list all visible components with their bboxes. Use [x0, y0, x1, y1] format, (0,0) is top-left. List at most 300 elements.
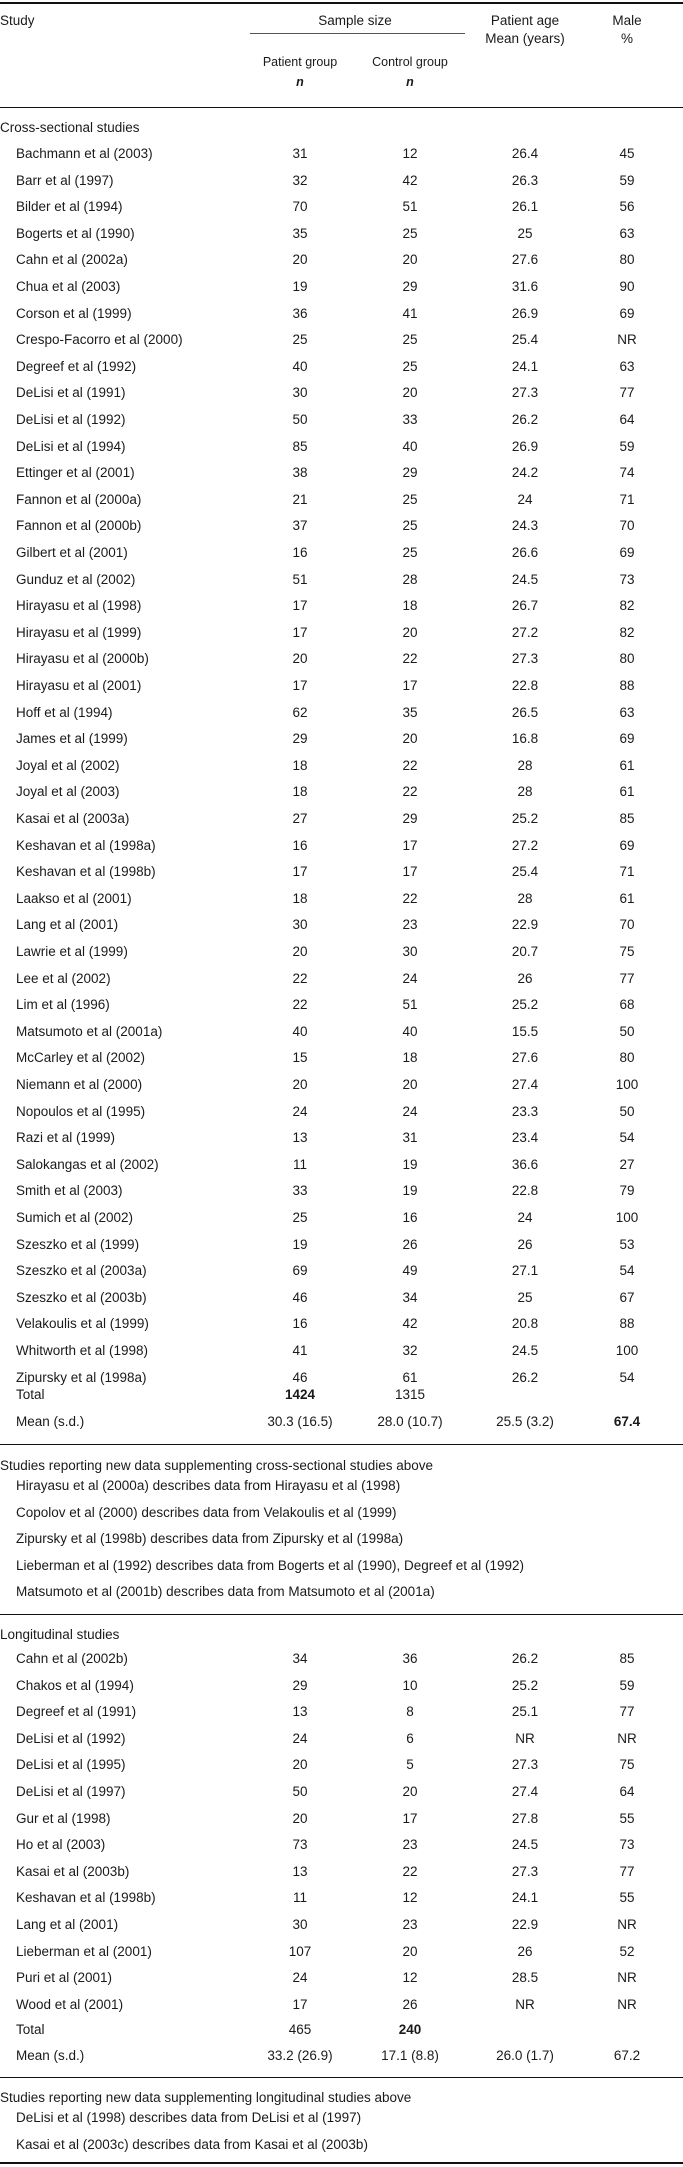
study-name: Joyal et al (2002): [16, 757, 120, 773]
patient-n: 31: [292, 146, 308, 161]
control-n: 25: [402, 491, 418, 507]
mean-age: 26.2: [511, 1369, 539, 1385]
control-n: 17: [402, 1810, 418, 1826]
control-n: 19: [402, 1183, 418, 1199]
control-n: 17: [402, 678, 418, 693]
control-n: 23: [402, 1917, 418, 1932]
study-name: Keshavan et al (1998b): [16, 864, 156, 880]
control-n: 51: [402, 199, 418, 215]
mean-age: 24.2: [511, 465, 539, 481]
patient-n: 20: [292, 651, 308, 667]
table-row: [0, 567, 683, 594]
patient-n: 34: [292, 1651, 308, 1666]
control-n: 20: [402, 1943, 418, 1959]
total-label: Total: [16, 1387, 45, 1402]
patient-n: 25: [292, 1210, 308, 1225]
male-percent: 88: [619, 678, 635, 693]
male-percent: 77: [619, 385, 635, 401]
male-percent: 100: [615, 1343, 639, 1358]
lg-mean-patient: 33.2 (26.9): [267, 2048, 333, 2063]
mean-label: Mean (s.d.): [16, 1414, 85, 1429]
male-percent: 69: [619, 545, 635, 560]
male-percent: 61: [619, 890, 635, 906]
control-n: 20: [402, 624, 418, 640]
study-name: Keshavan et al (1998b): [16, 1890, 156, 1906]
control-n: 18: [402, 598, 418, 614]
mean-age: 25.5 (3.2): [496, 1414, 554, 1429]
patient-n: 13: [292, 1130, 308, 1146]
mean-age: 20.8: [511, 1316, 539, 1332]
patient-n: 29: [292, 1677, 308, 1693]
table-row: [0, 1045, 683, 1072]
control-n: 22: [402, 784, 418, 800]
study-name: Crespo-Facorro et al (2000): [16, 332, 183, 348]
mean-age: 27.4: [511, 1784, 539, 1799]
male-percent: 75: [619, 1757, 635, 1773]
study-name: Wood et al (2001): [16, 1996, 124, 2012]
study-name: Barr et al (1997): [16, 172, 114, 188]
male-percent: 64: [619, 1784, 635, 1799]
control-n: 24: [402, 1103, 418, 1119]
table-row: [0, 513, 683, 540]
mean-age: 24.5: [511, 1343, 539, 1358]
male-percent: 27: [619, 1156, 635, 1172]
header-male: [582, 12, 672, 48]
study-name: Velakoulis et al (1999): [16, 1316, 149, 1332]
header-rule: [0, 107, 683, 108]
patient-n: 18: [292, 890, 308, 906]
mean-age: 27.2: [511, 624, 539, 640]
mean-age: 26: [517, 1943, 533, 1959]
lg-mean-label: Mean (s.d.): [16, 2048, 85, 2063]
header-study: Study: [0, 13, 35, 28]
longitudinal-end-rule: [0, 2077, 683, 2078]
male-percent: 71: [619, 864, 635, 880]
study-name: Chua et al (2003): [16, 279, 121, 294]
mean-age: 25.2: [511, 1677, 539, 1693]
male-percent: 77: [619, 1704, 635, 1720]
control-n: 20: [402, 1077, 418, 1092]
male-percent: 70: [619, 518, 635, 534]
male-percent: 82: [619, 624, 635, 640]
male-percent: 53: [619, 1236, 635, 1252]
study-name: DeLisi et al (1994): [16, 438, 126, 454]
male-percent: 54: [619, 1263, 635, 1279]
control-group-label: Control group: [372, 55, 448, 69]
control-n: 22: [402, 651, 418, 667]
study-name: Hirayasu et al (2001): [16, 678, 142, 693]
table-row: [0, 1285, 683, 1312]
male-percent: 54: [619, 1369, 635, 1385]
patient-n: 40: [292, 358, 308, 374]
study-name: Gur et al (1998): [16, 1810, 111, 1826]
male-percent: 54: [619, 1130, 635, 1146]
table-row: [0, 1311, 683, 1338]
control-n: 18: [402, 1050, 418, 1066]
study-name: Lang et al (2001): [16, 1917, 119, 1932]
mean-age: 27.6: [511, 1050, 539, 1066]
study-name: Kasai et al (2003a): [16, 811, 130, 826]
male-percent: 100: [615, 1077, 639, 1092]
table-row: [0, 1939, 683, 1966]
table-row: [0, 1965, 683, 1992]
table-row: [0, 221, 683, 248]
patient-n: 41: [292, 1343, 308, 1358]
mean-age: 25.4: [511, 332, 539, 348]
mean-age: 22.9: [511, 917, 539, 933]
study-name: Degreef et al (1992): [16, 358, 137, 374]
study-name: DeLisi et al (1992): [16, 1730, 126, 1746]
mean-age: 26: [517, 970, 533, 986]
table-row: [0, 1152, 683, 1179]
table-row: [0, 673, 683, 700]
study-name: Szeszko et al (2003b): [16, 1289, 147, 1305]
mean-age: 27.6: [511, 252, 539, 268]
mean-age: 27.4: [511, 1077, 539, 1092]
male-percent: 75: [619, 944, 635, 959]
mean-age: 20.7: [511, 944, 539, 959]
study-name: Sumich et al (2002): [16, 1210, 134, 1225]
patient-n: 24: [292, 1970, 308, 1986]
lg-total-control: 240: [398, 2022, 422, 2037]
mean-age: 25: [517, 1289, 533, 1305]
control-n: 25: [402, 518, 418, 534]
table-row: [0, 1779, 683, 1806]
patient-n: 32: [292, 172, 308, 188]
table-row: [0, 593, 683, 620]
male-percent: 85: [619, 811, 635, 826]
patient-n: 20: [292, 1757, 308, 1773]
mean-age: 26.4: [511, 146, 539, 161]
control-n: 5: [406, 1757, 414, 1773]
table-row: [0, 168, 683, 195]
control-n: 34: [402, 1289, 418, 1305]
mean-age: 25: [517, 225, 533, 241]
table-row: [0, 540, 683, 567]
study-name: Puri et al (2001): [16, 1970, 113, 1986]
study-name: McCarley et al (2002): [16, 1050, 146, 1066]
control-n: 33: [402, 412, 418, 427]
male-percent: 90: [619, 279, 635, 294]
mean-age: NR: [515, 1996, 535, 2012]
patient-n: 50: [292, 412, 308, 427]
sample-size-rule: [250, 33, 465, 34]
supplement-note: Copolov et al (2000) describes data from Velakoulis et al (1999): [16, 1504, 397, 1520]
mean-age: 24.1: [511, 358, 539, 374]
mean-age: 26.3: [511, 172, 539, 188]
table-row: [0, 1019, 683, 1046]
study-name: DeLisi et al (1995): [16, 1757, 126, 1773]
male-percent: 55: [619, 1890, 635, 1906]
bottom-rule: [0, 2162, 683, 2164]
control-n: 49: [402, 1263, 418, 1279]
patient-n: 18: [292, 757, 308, 773]
study-name: Ho et al (2003): [16, 1837, 106, 1853]
patient-n: 16: [292, 545, 308, 560]
study-name: DeLisi et al (1997): [16, 1784, 126, 1799]
patient-n: 69: [292, 1263, 308, 1279]
study-name: Lang et al (2001): [16, 917, 119, 933]
patient-n: 19: [292, 1236, 308, 1252]
patient-n: 29: [292, 731, 308, 747]
control-n: 17: [402, 864, 418, 880]
mean-age: 26.6: [511, 545, 539, 560]
patient-n: 17: [292, 1996, 308, 2012]
table-row: [0, 1806, 683, 1833]
male-percent: 61: [619, 757, 635, 773]
control-n: 42: [402, 1316, 418, 1332]
mean-age: 24: [517, 491, 533, 507]
patient-n: 33: [292, 1183, 308, 1199]
male-percent: 59: [619, 172, 635, 188]
mean-age: 26.2: [511, 412, 539, 427]
mean-age: 24.5: [511, 1837, 539, 1853]
table-row: [0, 886, 683, 913]
table-row: [0, 247, 683, 274]
male-percent: 69: [619, 837, 635, 853]
study-name: Degreef et al (1991): [16, 1704, 137, 1720]
male-percent: 80: [619, 252, 635, 268]
patient-n: 30: [292, 1917, 308, 1932]
mean-age: 16.8: [511, 731, 539, 747]
cross-sectional-mean-row: [0, 1409, 683, 1436]
mean-age: 24.3: [511, 518, 539, 534]
table-row: [0, 354, 683, 381]
study-name: Fannon et al (2000b): [16, 518, 142, 534]
male-percent: NR: [617, 1917, 637, 1932]
table-row: [0, 1673, 683, 1700]
section-title-cross-sectional: Cross-sectional studies: [0, 120, 140, 135]
mean-age: 27.1: [511, 1263, 539, 1279]
table-row: [0, 1726, 683, 1753]
patient-n: 16: [292, 1316, 308, 1332]
patient-group-label: Patient group: [262, 55, 338, 69]
mean-age: 26.9: [511, 438, 539, 454]
study-name: Zipursky et al (1998a): [16, 1369, 147, 1385]
male-percent: 80: [619, 651, 635, 667]
male-percent: 82: [619, 598, 635, 614]
lg-total-label: Total: [16, 2022, 45, 2037]
table-row: [0, 1912, 683, 1939]
mean-age: 22.8: [511, 1183, 539, 1199]
patient-n: 30: [292, 917, 308, 933]
mean-age: 31.6: [511, 279, 539, 294]
top-rule: [0, 2, 683, 4]
mean-age: 24.5: [511, 571, 539, 587]
study-name: Niemann et al (2000): [16, 1077, 143, 1092]
patient-n: 25: [292, 332, 308, 348]
control-n: 25: [402, 358, 418, 374]
table-row: [0, 1125, 683, 1152]
table-row: [0, 274, 683, 301]
control-n: 25: [402, 545, 418, 560]
patient-n: 40: [292, 1023, 308, 1039]
control-n: 29: [402, 279, 418, 294]
mean-age: 25.4: [511, 864, 539, 880]
control-n: 30: [402, 944, 418, 959]
longitudinal-total-row: [0, 2017, 683, 2044]
mean-age: 28.5: [511, 1970, 539, 1986]
mean-age: 26: [517, 1236, 533, 1252]
male-percent: 63: [619, 225, 635, 241]
section-title-lg-supplement: Studies reporting new data supplementing longitudinal studies above: [0, 2090, 412, 2105]
control-n: 6: [406, 1730, 414, 1746]
male-percent: 70: [619, 917, 635, 933]
study-name: Joyal et al (2003): [16, 784, 120, 800]
table-row: [0, 753, 683, 780]
lg-mean-control: 17.1 (8.8): [381, 2048, 439, 2063]
control-n: 29: [402, 465, 418, 481]
control-n: 19: [402, 1156, 418, 1172]
patient-n: 22: [292, 997, 308, 1013]
table-row: [0, 912, 683, 939]
table-row: [0, 1205, 683, 1232]
study-name: Nopoulos et al (1995): [16, 1103, 146, 1119]
male-percent: 50: [619, 1103, 635, 1119]
male-percent: 74: [619, 465, 635, 481]
male-percent: 64: [619, 412, 635, 427]
male-percent: 79: [619, 1183, 635, 1199]
table-row: [0, 1885, 683, 1912]
male-percent: 59: [619, 438, 635, 454]
table-row: [0, 700, 683, 727]
lg-total-patient: 465: [288, 2022, 312, 2037]
study-name: Szeszko et al (1999): [16, 1236, 140, 1252]
study-name: Hoff et al (1994): [16, 704, 113, 720]
table-row: [0, 1832, 683, 1859]
mean-age: 23.4: [511, 1130, 539, 1146]
patient-n: 16: [292, 837, 308, 853]
patient-n: 20: [292, 944, 308, 959]
control-n: 20: [402, 385, 418, 401]
control-n: 26: [402, 1236, 418, 1252]
patient-n: 20: [292, 1810, 308, 1826]
header-control-group: [360, 54, 460, 90]
mean-age: 23.3: [511, 1103, 539, 1119]
control-n: 22: [402, 1863, 418, 1879]
control-n: 22: [402, 757, 418, 773]
male-percent: 55: [619, 1810, 635, 1826]
table-row: [0, 301, 683, 328]
control-n: 40: [402, 438, 418, 454]
control-n: 32: [402, 1343, 418, 1358]
table-row: [0, 1258, 683, 1285]
patient-n: 62: [292, 704, 308, 720]
mean-age: 25.2: [511, 811, 539, 826]
table-row: [0, 646, 683, 673]
mean-age: 24: [517, 1210, 533, 1225]
patient-n: 17: [292, 624, 308, 640]
supplement-note: Zipursky et al (1998b) describes data from Zipursky et al (1998a): [16, 1531, 404, 1547]
control-n: 17: [402, 837, 418, 853]
male-percent: 73: [619, 571, 635, 587]
mean-age: 25.2: [511, 997, 539, 1013]
study-name: DeLisi et al (1991): [16, 385, 126, 401]
mean-male: 67.4: [613, 1414, 641, 1429]
patient-n: 15: [292, 1050, 308, 1066]
table-row: [0, 1232, 683, 1259]
patient-n: 13: [292, 1704, 308, 1720]
control-n: 25: [402, 225, 418, 241]
control-n: 41: [402, 305, 418, 321]
mean-age: 28: [517, 784, 533, 800]
table-row: [0, 1338, 683, 1365]
table-row: [0, 992, 683, 1019]
supplement-end-rule: [0, 1614, 683, 1615]
male-percent: 73: [619, 1837, 635, 1853]
male-percent: 88: [619, 1316, 635, 1332]
male-percent: 85: [619, 1651, 635, 1666]
male-percent: 71: [619, 491, 635, 507]
control-n: 16: [402, 1210, 418, 1225]
table-row: [0, 966, 683, 993]
header-sample-size: Sample size: [318, 13, 392, 28]
lg-mean-male: 67.2: [613, 2048, 641, 2063]
male-line2: %: [620, 31, 633, 46]
male-percent: NR: [617, 1970, 637, 1986]
patient-n: 24: [292, 1730, 308, 1746]
mean-age: 26.2: [511, 1651, 539, 1666]
table-row: [0, 434, 683, 461]
male-percent: NR: [617, 332, 637, 348]
patient-age-line2: Mean (years): [485, 31, 565, 46]
control-n: 12: [402, 1890, 418, 1906]
study-name: Laakso et al (2001): [16, 890, 132, 906]
patient-n: 24: [292, 1103, 308, 1119]
study-name: Lawrie et al (1999): [16, 944, 128, 959]
mean-age: 26.7: [511, 598, 539, 614]
male-line1: Male: [612, 13, 642, 28]
table-row: [0, 327, 683, 354]
table-row: [0, 1178, 683, 1205]
patient-n: 17: [292, 678, 308, 693]
control-n: 23: [402, 1837, 418, 1853]
table-row: [0, 1699, 683, 1726]
table-row: [0, 779, 683, 806]
control-n: 20: [402, 252, 418, 268]
patient-n: 22: [292, 970, 308, 986]
cross-sectional-total-row: [0, 1382, 683, 1409]
mean-age: 28: [517, 757, 533, 773]
supplement-note: DeLisi et al (1998) describes data from DeLisi et al (1997): [16, 2110, 362, 2125]
male-percent: 61: [619, 784, 635, 800]
control-n: 8: [406, 1704, 414, 1720]
male-percent: 77: [619, 970, 635, 986]
table-row: [0, 859, 683, 886]
control-n: 61: [402, 1369, 418, 1385]
longitudinal-mean-row: [0, 2043, 683, 2070]
male-percent: NR: [617, 1730, 637, 1746]
table-row: [0, 1859, 683, 1886]
mean-age: 25.1: [511, 1704, 539, 1720]
study-name: Smith et al (2003): [16, 1183, 123, 1199]
mean-age: 28: [517, 890, 533, 906]
lg-mean-age: 26.0 (1.7): [496, 2048, 554, 2063]
male-percent: 100: [615, 1210, 639, 1225]
control-n: 20: [402, 1784, 418, 1799]
mean-age: 15.5: [511, 1023, 539, 1039]
control-n: 12: [402, 146, 418, 161]
male-percent: 77: [619, 1863, 635, 1879]
study-name: Fannon et al (2000a): [16, 491, 142, 507]
male-percent: 59: [619, 1677, 635, 1693]
control-n: 22: [402, 890, 418, 906]
control-n: 35: [402, 704, 418, 720]
patient-n: 13: [292, 1863, 308, 1879]
male-percent: 80: [619, 1050, 635, 1066]
table-row: [0, 1072, 683, 1099]
header-patient-age: [475, 12, 575, 48]
